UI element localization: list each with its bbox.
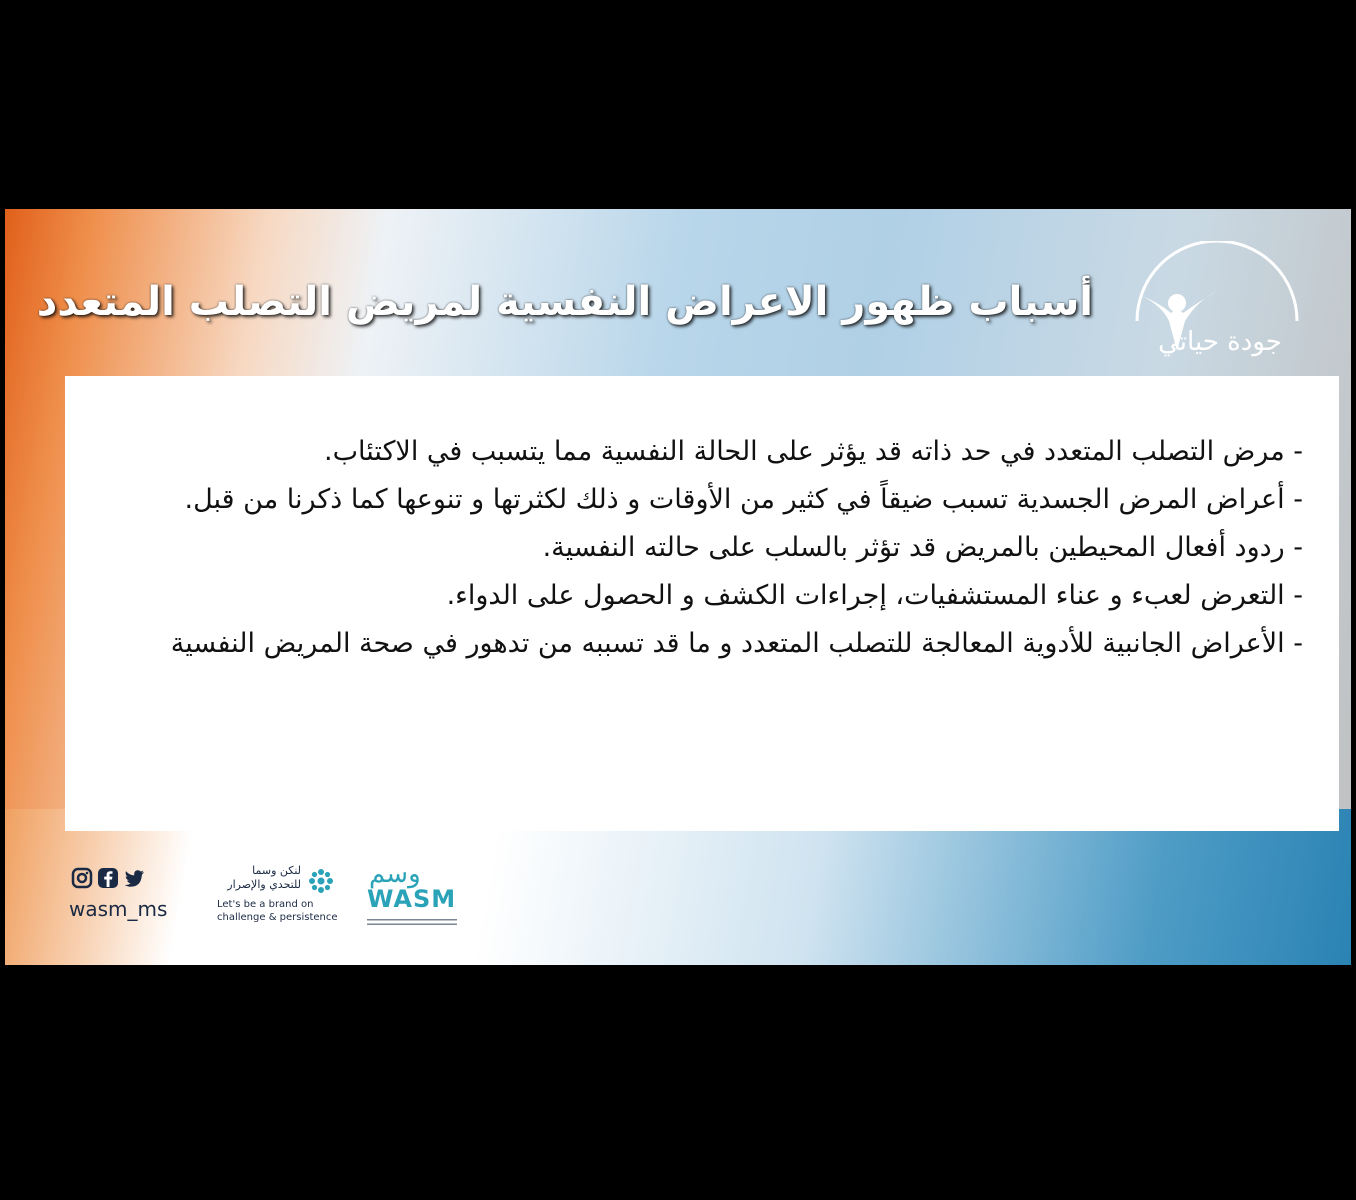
slogan-english	[217, 898, 338, 924]
content-list	[83, 428, 1303, 668]
slogan-arabic-line1: لنكن وسما	[252, 864, 301, 877]
slogan-english-line2: challenge & persistence	[217, 912, 338, 923]
list-item: - الأعراض الجانبية للأدوية المعالجة للتصلب المتعدد و ما قد تسببه من تدهور في صحة المريض النفسية	[170, 628, 1303, 659]
wasm-logo-english: WASM	[367, 885, 457, 913]
slogan-arabic-line2: للتحدي والإصرار	[227, 878, 301, 891]
slide	[5, 209, 1351, 965]
facebook-icon[interactable]	[97, 867, 119, 889]
list-item: - التعرض لعبء و عناء المستشفيات، إجراءات الكشف و الحصول على الدواء.	[446, 580, 1303, 611]
page-title: أسباب ظهور الاعراض النفسية لمريض التصلب المتعدد	[36, 279, 1093, 325]
wasm-tagline-graphic	[367, 917, 457, 927]
slogan-block	[213, 864, 343, 934]
wasm-logo	[363, 859, 463, 939]
list-item: - أعراض المرض الجسدية تسبب ضيقاً في كثير من الأوقات و ذلك لكثرتها و تنوعها كما ذكرنا من قبل.	[184, 484, 1303, 515]
twitter-icon[interactable]	[123, 867, 145, 889]
brand-name: جودة حياتي	[1158, 327, 1282, 357]
slogan-english-line1: Let's be a brand on	[217, 899, 314, 910]
social-block	[67, 863, 197, 923]
wasm-logo-arabic: وسم	[369, 859, 421, 889]
content-panel	[65, 376, 1339, 831]
social-handle: wasm_ms	[69, 897, 168, 921]
slide-footer-band	[5, 809, 1351, 965]
list-item: - ردود أفعال المحيطين بالمريض قد تؤثر بالسلب على حالته النفسية.	[542, 532, 1303, 563]
social-icons	[71, 867, 145, 889]
slogan-arabic	[213, 864, 301, 892]
instagram-icon[interactable]	[71, 867, 93, 889]
flower-icon	[308, 868, 334, 894]
list-item: - مرض التصلب المتعدد في حد ذاته قد يؤثر على الحالة النفسية مما يتسبب في الاكتئاب.	[324, 436, 1303, 467]
